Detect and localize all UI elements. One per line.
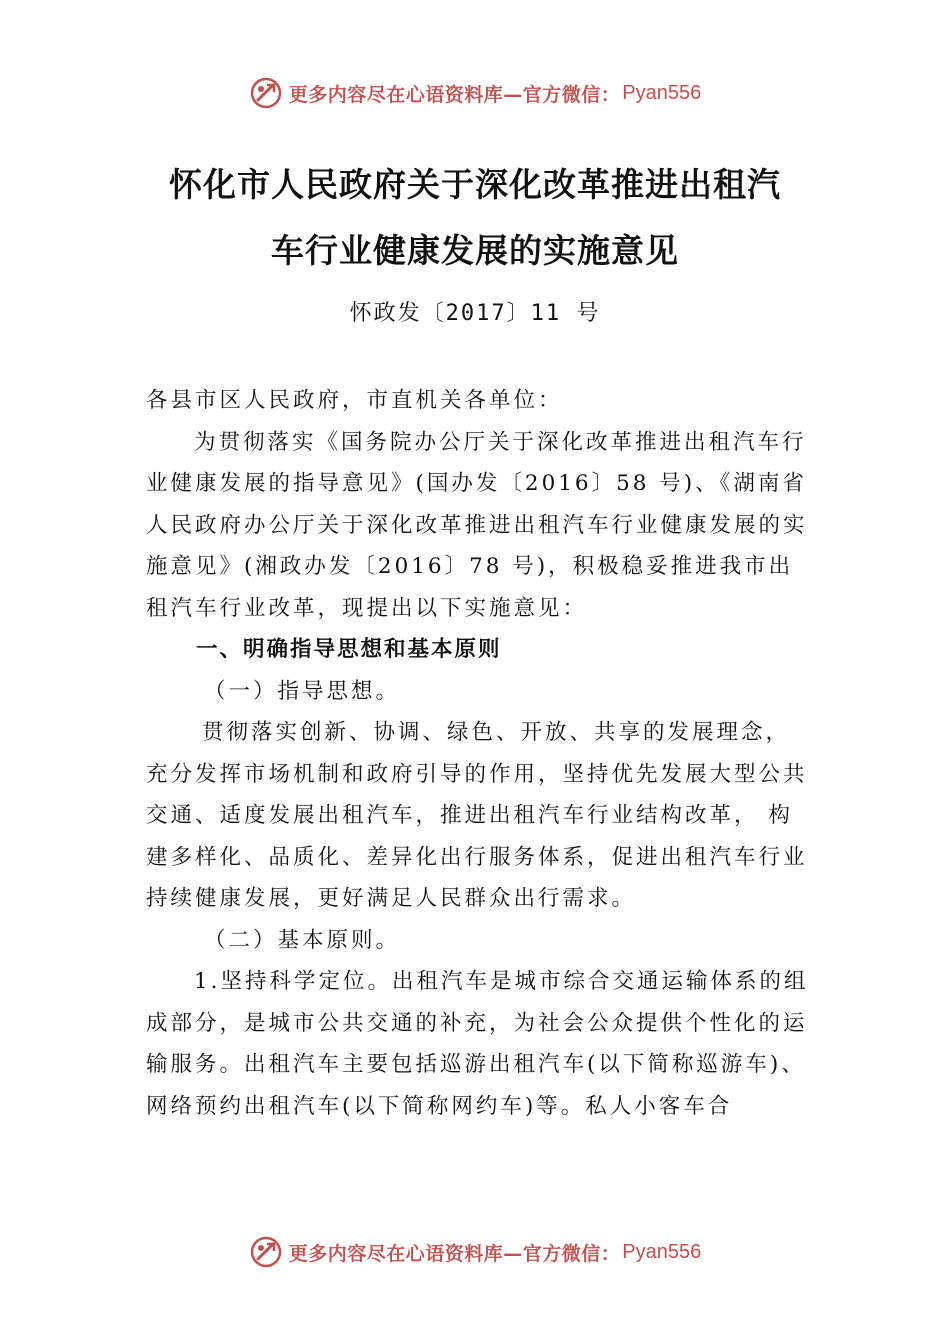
subheading-guiding-ideology: （一）指导思想。 [204,678,401,704]
document-body [146,380,816,1127]
guiding-ideology-paragraph: 充分发挥市场机制和政府引导的作用，坚持优先发展大型公共交通、适度发展出租汽车，推进出租汽车行业结构改革， 构建多样化、品质化、差异化出行服务体系，促进出租汽车行业持续健康发展，更好满足人民群众出行需求。 [146,761,808,911]
logo-icon [249,76,283,110]
watermark-footer [0,1232,950,1272]
salutation: 各县市区人民政府，市直机关各单位： [146,388,563,413]
principle-1-paragraph: 1.坚持科学定位。出租汽车是城市综合交通运输体系的组成部分，是城市公共交通的补充，为社会公众提供个性化的运输服务。出租汽车主要包括巡游出租汽车(以下简称巡游车)、网络预约出租汽车(以下简称网约车)等。私人小客车合 [146,969,809,1119]
guiding-ideology-first-line: 贯彻落实创新、协调、绿色、开放、共享的发展理念， [202,720,791,745]
watermark-text: 更多内容尽在心语资料库—官方微信： [288,1242,621,1265]
subheading-basic-principles: （二）基本原则。 [204,927,401,953]
watermark-wechat-id: Pyan556 [622,1240,702,1263]
document-title [120,152,830,284]
section-heading-1: 一、明确指导思想和基本原则 [196,637,502,662]
watermark-header [0,73,950,113]
document-number: 怀政发〔2017〕11 号 [349,301,601,326]
title-line-2: 车行业健康发展的实施意见 [271,231,679,270]
watermark-wechat-id: Pyan556 [622,81,702,104]
watermark-text: 更多内容尽在心语资料库—官方微信： [288,83,621,106]
logo-icon [249,1235,283,1269]
intro-paragraph: 为贯彻落实《国务院办公厅关于深化改革推进出租汽车行业健康发展的指导意见》(国办发〔2016〕58 号)、《湖南省人民政府办公厅关于深化改革推进出租汽车行业健康发展的实施意见》(湘政办发〔2016〕78 号)，积极稳妥推进我市出租汽车行业改革，现提出以下实施意见： [146,429,808,621]
title-line-1: 怀化市人民政府关于深化改革推进出租汽 [169,165,781,204]
